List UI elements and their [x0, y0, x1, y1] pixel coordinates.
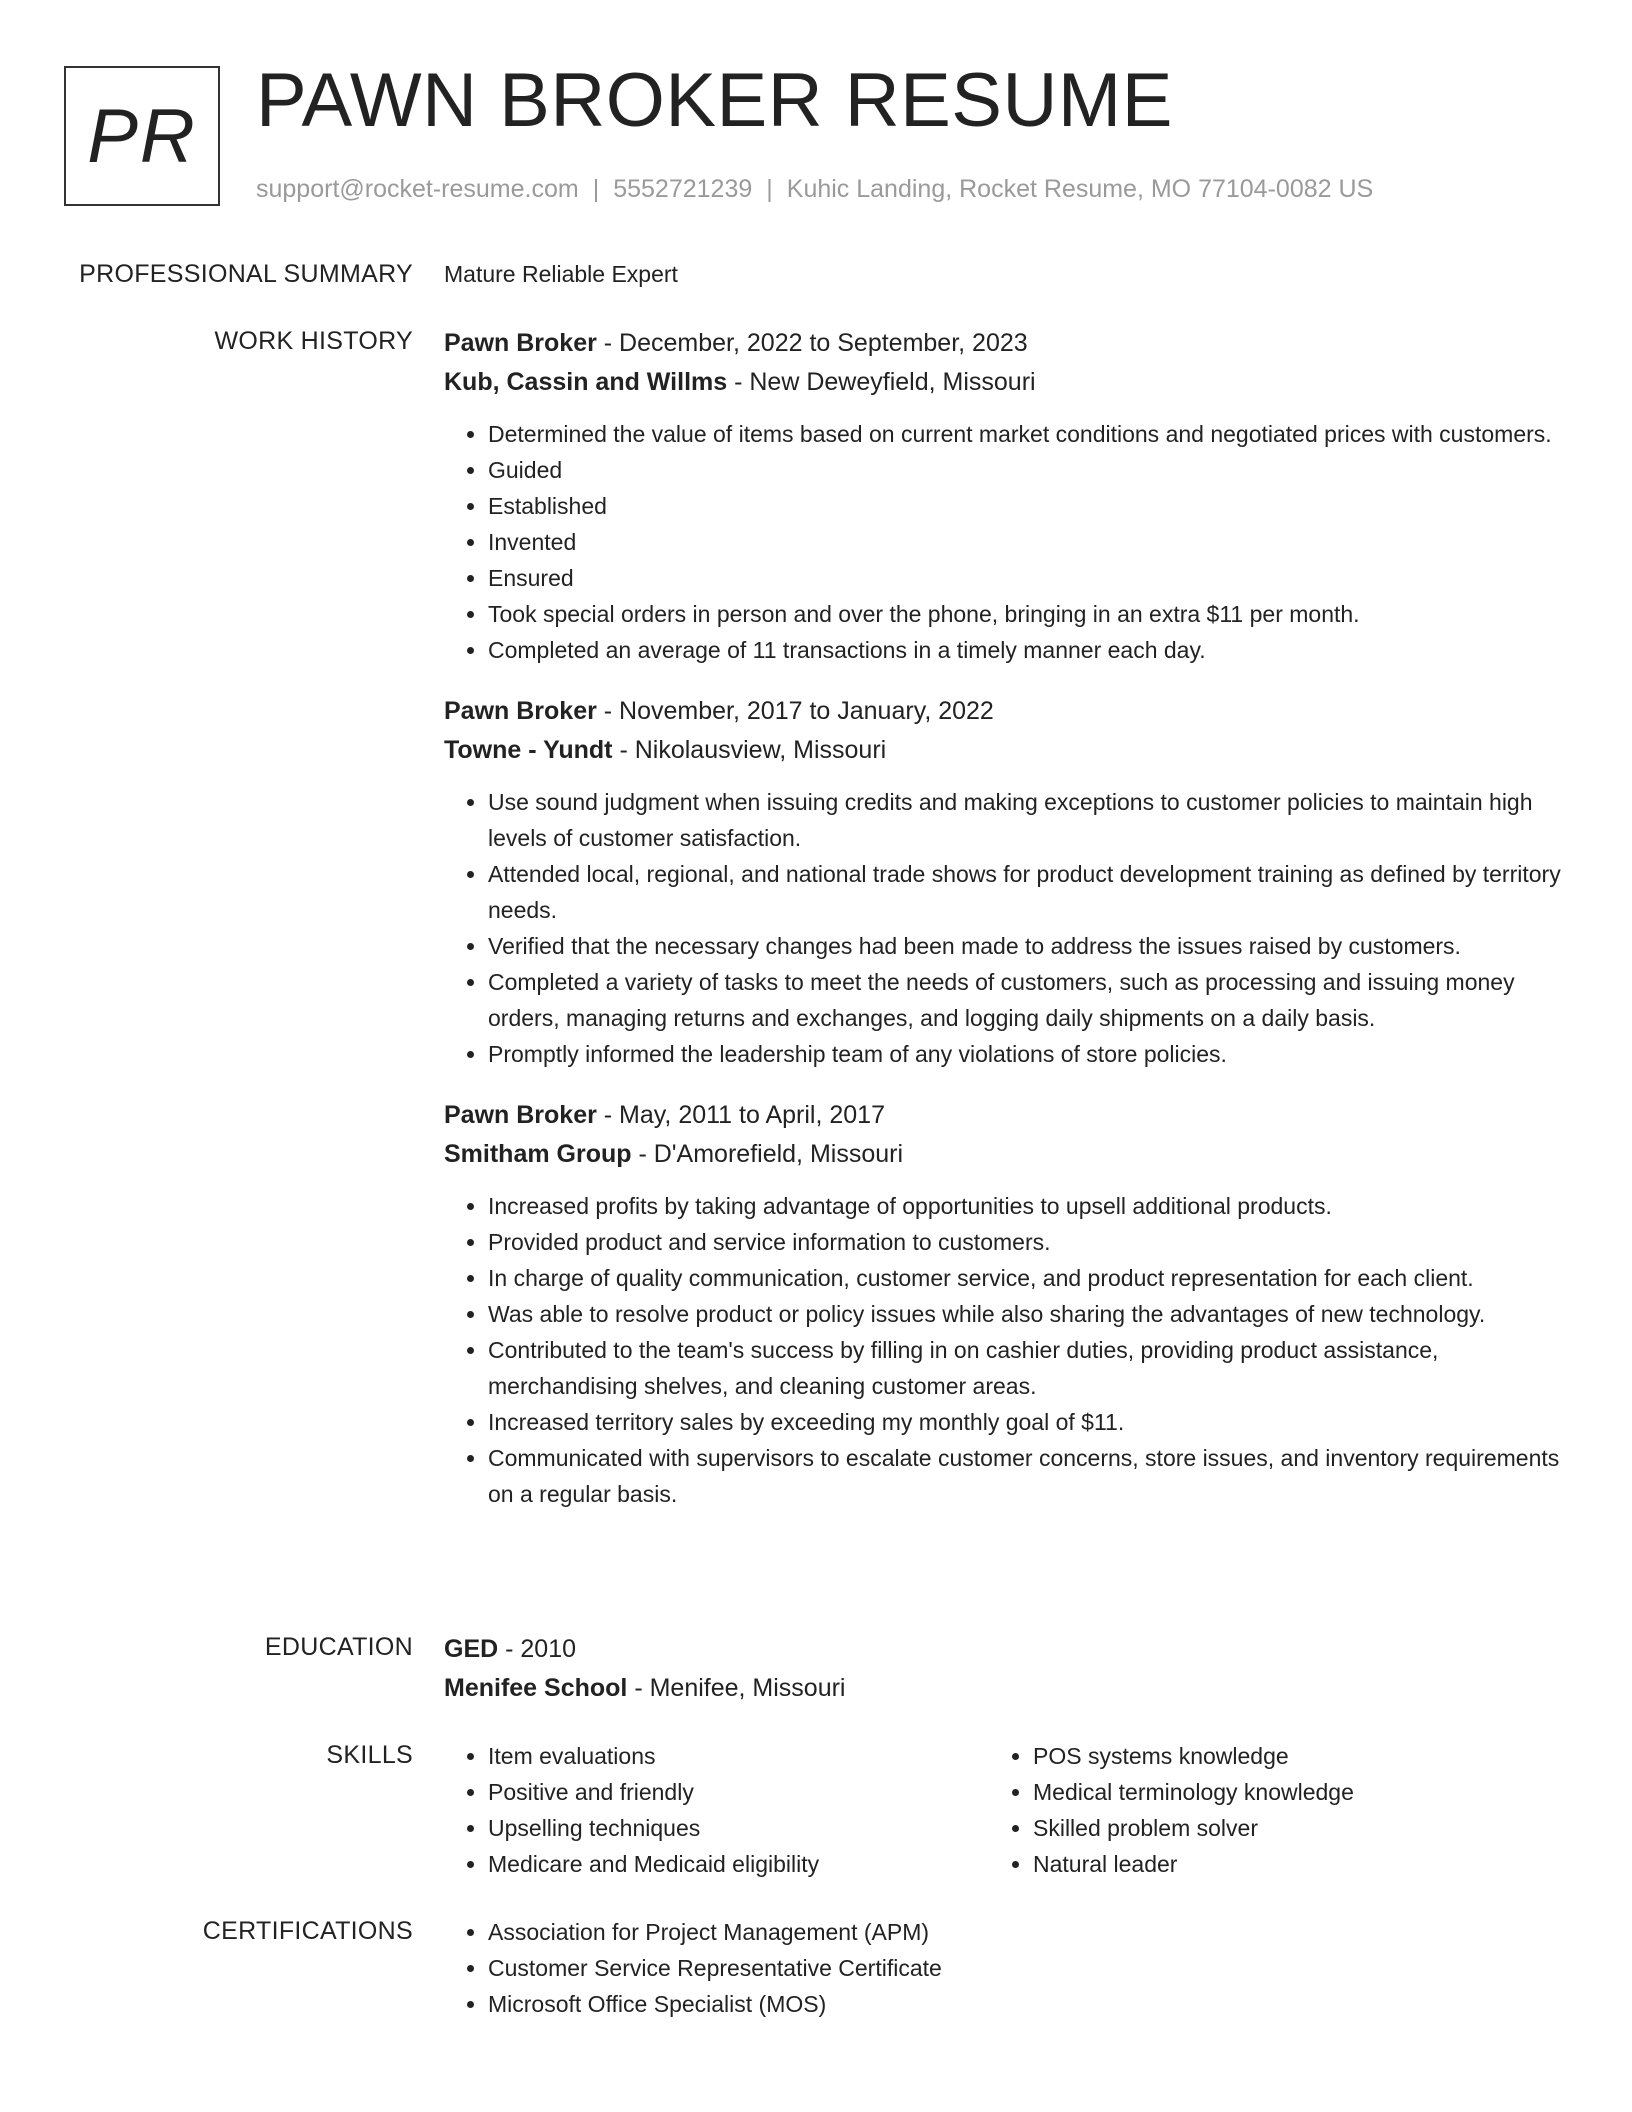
job-title: Pawn Broker	[444, 697, 597, 725]
job-company: Towne - Yundt	[444, 736, 613, 764]
education-school: Menifee School	[444, 1674, 628, 1702]
list-item: • Ensured	[488, 560, 1564, 596]
contact-email: support@rocket-resume.com	[256, 175, 579, 203]
list-item: • Promptly informed the leadership team of any violations of store policies.	[488, 1036, 1564, 1072]
job-title-line	[444, 324, 1564, 363]
contact-separator: |	[592, 175, 600, 203]
job-entry	[444, 1096, 1564, 1512]
list-item: • Was able to resolve product or policy issues while also sharing the advantages of new technology.	[488, 1296, 1564, 1332]
job-location: - Nikolausview, Missouri	[612, 736, 887, 764]
job-dates: - May, 2011 to April, 2017	[596, 1101, 885, 1129]
job-bullets	[444, 1188, 1564, 1512]
list-item: • Positive and friendly	[488, 1774, 989, 1810]
list-item: • Invented	[488, 524, 1564, 560]
list-item: • Association for Project Management (APM)	[488, 1914, 1564, 1950]
job-company: Smitham Group	[444, 1140, 632, 1168]
job-bullets	[444, 416, 1564, 668]
certifications-list	[444, 1914, 1564, 2022]
job-title: Pawn Broker	[444, 329, 597, 357]
skills-list	[989, 1738, 1534, 1882]
list-item: • Upselling techniques	[488, 1810, 989, 1846]
list-item: • Verified that the necessary changes had been made to address the issues raised by customers.	[488, 928, 1564, 964]
list-item: • Determined the value of items based on current market conditions and negotiated prices with customers.	[488, 416, 1564, 452]
contact-address: Kuhic Landing, Rocket Resume, MO 77104-0082 US	[786, 175, 1374, 203]
list-item: • Contributed to the team's success by filling in on cashier duties, providing product assistance, merchandising shelves, and cleaning customer areas.	[488, 1332, 1564, 1404]
list-item: • In charge of quality communication, customer service, and product representation for each client.	[488, 1260, 1564, 1296]
list-item: • Established	[488, 488, 1564, 524]
job-entry	[444, 324, 1564, 668]
education-year: - 2010	[498, 1635, 577, 1663]
section-label: CERTIFICATIONS	[202, 1917, 413, 1945]
list-item: • Natural leader	[1033, 1846, 1534, 1882]
list-item: • Guided	[488, 452, 1564, 488]
job-company: Kub, Cassin and Willms	[444, 368, 728, 396]
list-item: • POS systems knowledge	[1033, 1738, 1534, 1774]
job-bullets	[444, 784, 1564, 1072]
education-school-line	[444, 1669, 1564, 1708]
section-label: WORK HISTORY	[214, 327, 413, 355]
job-company-line	[444, 1135, 1564, 1174]
list-item: • Increased profits by taking advantage of opportunities to upsell additional products.	[488, 1188, 1564, 1224]
list-item: • Completed a variety of tasks to meet the needs of customers, such as processing and issuing money orders, managing returns and exchanges, and logging daily shipments on a daily basis.	[488, 964, 1564, 1036]
job-title: Pawn Broker	[444, 1101, 597, 1129]
list-item: • Medical terminology knowledge	[1033, 1774, 1534, 1810]
list-item: • Microsoft Office Specialist (MOS)	[488, 1986, 1564, 2022]
list-item: • Attended local, regional, and national trade shows for product development training as defined by territory needs.	[488, 856, 1564, 928]
job-company-line	[444, 363, 1564, 402]
job-title-line	[444, 1096, 1564, 1135]
section-label: EDUCATION	[264, 1633, 413, 1661]
job-entry	[444, 692, 1564, 1072]
list-item: • Skilled problem solver	[1033, 1810, 1534, 1846]
list-item: • Customer Service Representative Certificate	[488, 1950, 1564, 1986]
list-item: • Use sound judgment when issuing credits and making exceptions to customer policies to maintain high levels of customer satisfaction.	[488, 784, 1564, 856]
job-location: - New Deweyfield, Missouri	[727, 368, 1036, 396]
initials-monogram: PR	[64, 66, 220, 206]
list-item: • Completed an average of 11 transactions in a timely manner each day.	[488, 632, 1564, 668]
job-title-line	[444, 692, 1564, 731]
job-company-line	[444, 731, 1564, 770]
list-item: • Item evaluations	[488, 1738, 989, 1774]
job-dates: - November, 2017 to January, 2022	[596, 697, 994, 725]
list-item: • Increased territory sales by exceeding my monthly goal of $11.	[488, 1404, 1564, 1440]
contact-separator: |	[766, 175, 773, 203]
section-label: PROFESSIONAL SUMMARY	[79, 260, 413, 288]
education-location: - Menifee, Missouri	[627, 1674, 846, 1702]
section-label: SKILLS	[326, 1741, 413, 1769]
skills-list	[444, 1738, 989, 1882]
list-item: • Communicated with supervisors to escalate customer concerns, store issues, and inventory requirements on a regular basis.	[488, 1440, 1564, 1512]
list-item: • Provided product and service information to customers.	[488, 1224, 1564, 1260]
contact-line	[256, 172, 1373, 206]
list-item: • Took special orders in person and over the phone, bringing in an extra $11 per month.	[488, 596, 1564, 632]
contact-phone: 5552721239	[613, 175, 753, 203]
job-location: - D'Amorefield, Missouri	[631, 1140, 904, 1168]
education-degree-line	[444, 1630, 1564, 1669]
summary-text: Mature Reliable Expert	[444, 261, 678, 287]
education-degree: GED	[444, 1635, 499, 1663]
skills-grid	[444, 1738, 1564, 1882]
job-dates: - December, 2022 to September, 2023	[596, 329, 1028, 357]
list-item: • Medicare and Medicaid eligibility	[488, 1846, 989, 1882]
resume-title: PAWN BROKER RESUME	[256, 58, 1173, 143]
